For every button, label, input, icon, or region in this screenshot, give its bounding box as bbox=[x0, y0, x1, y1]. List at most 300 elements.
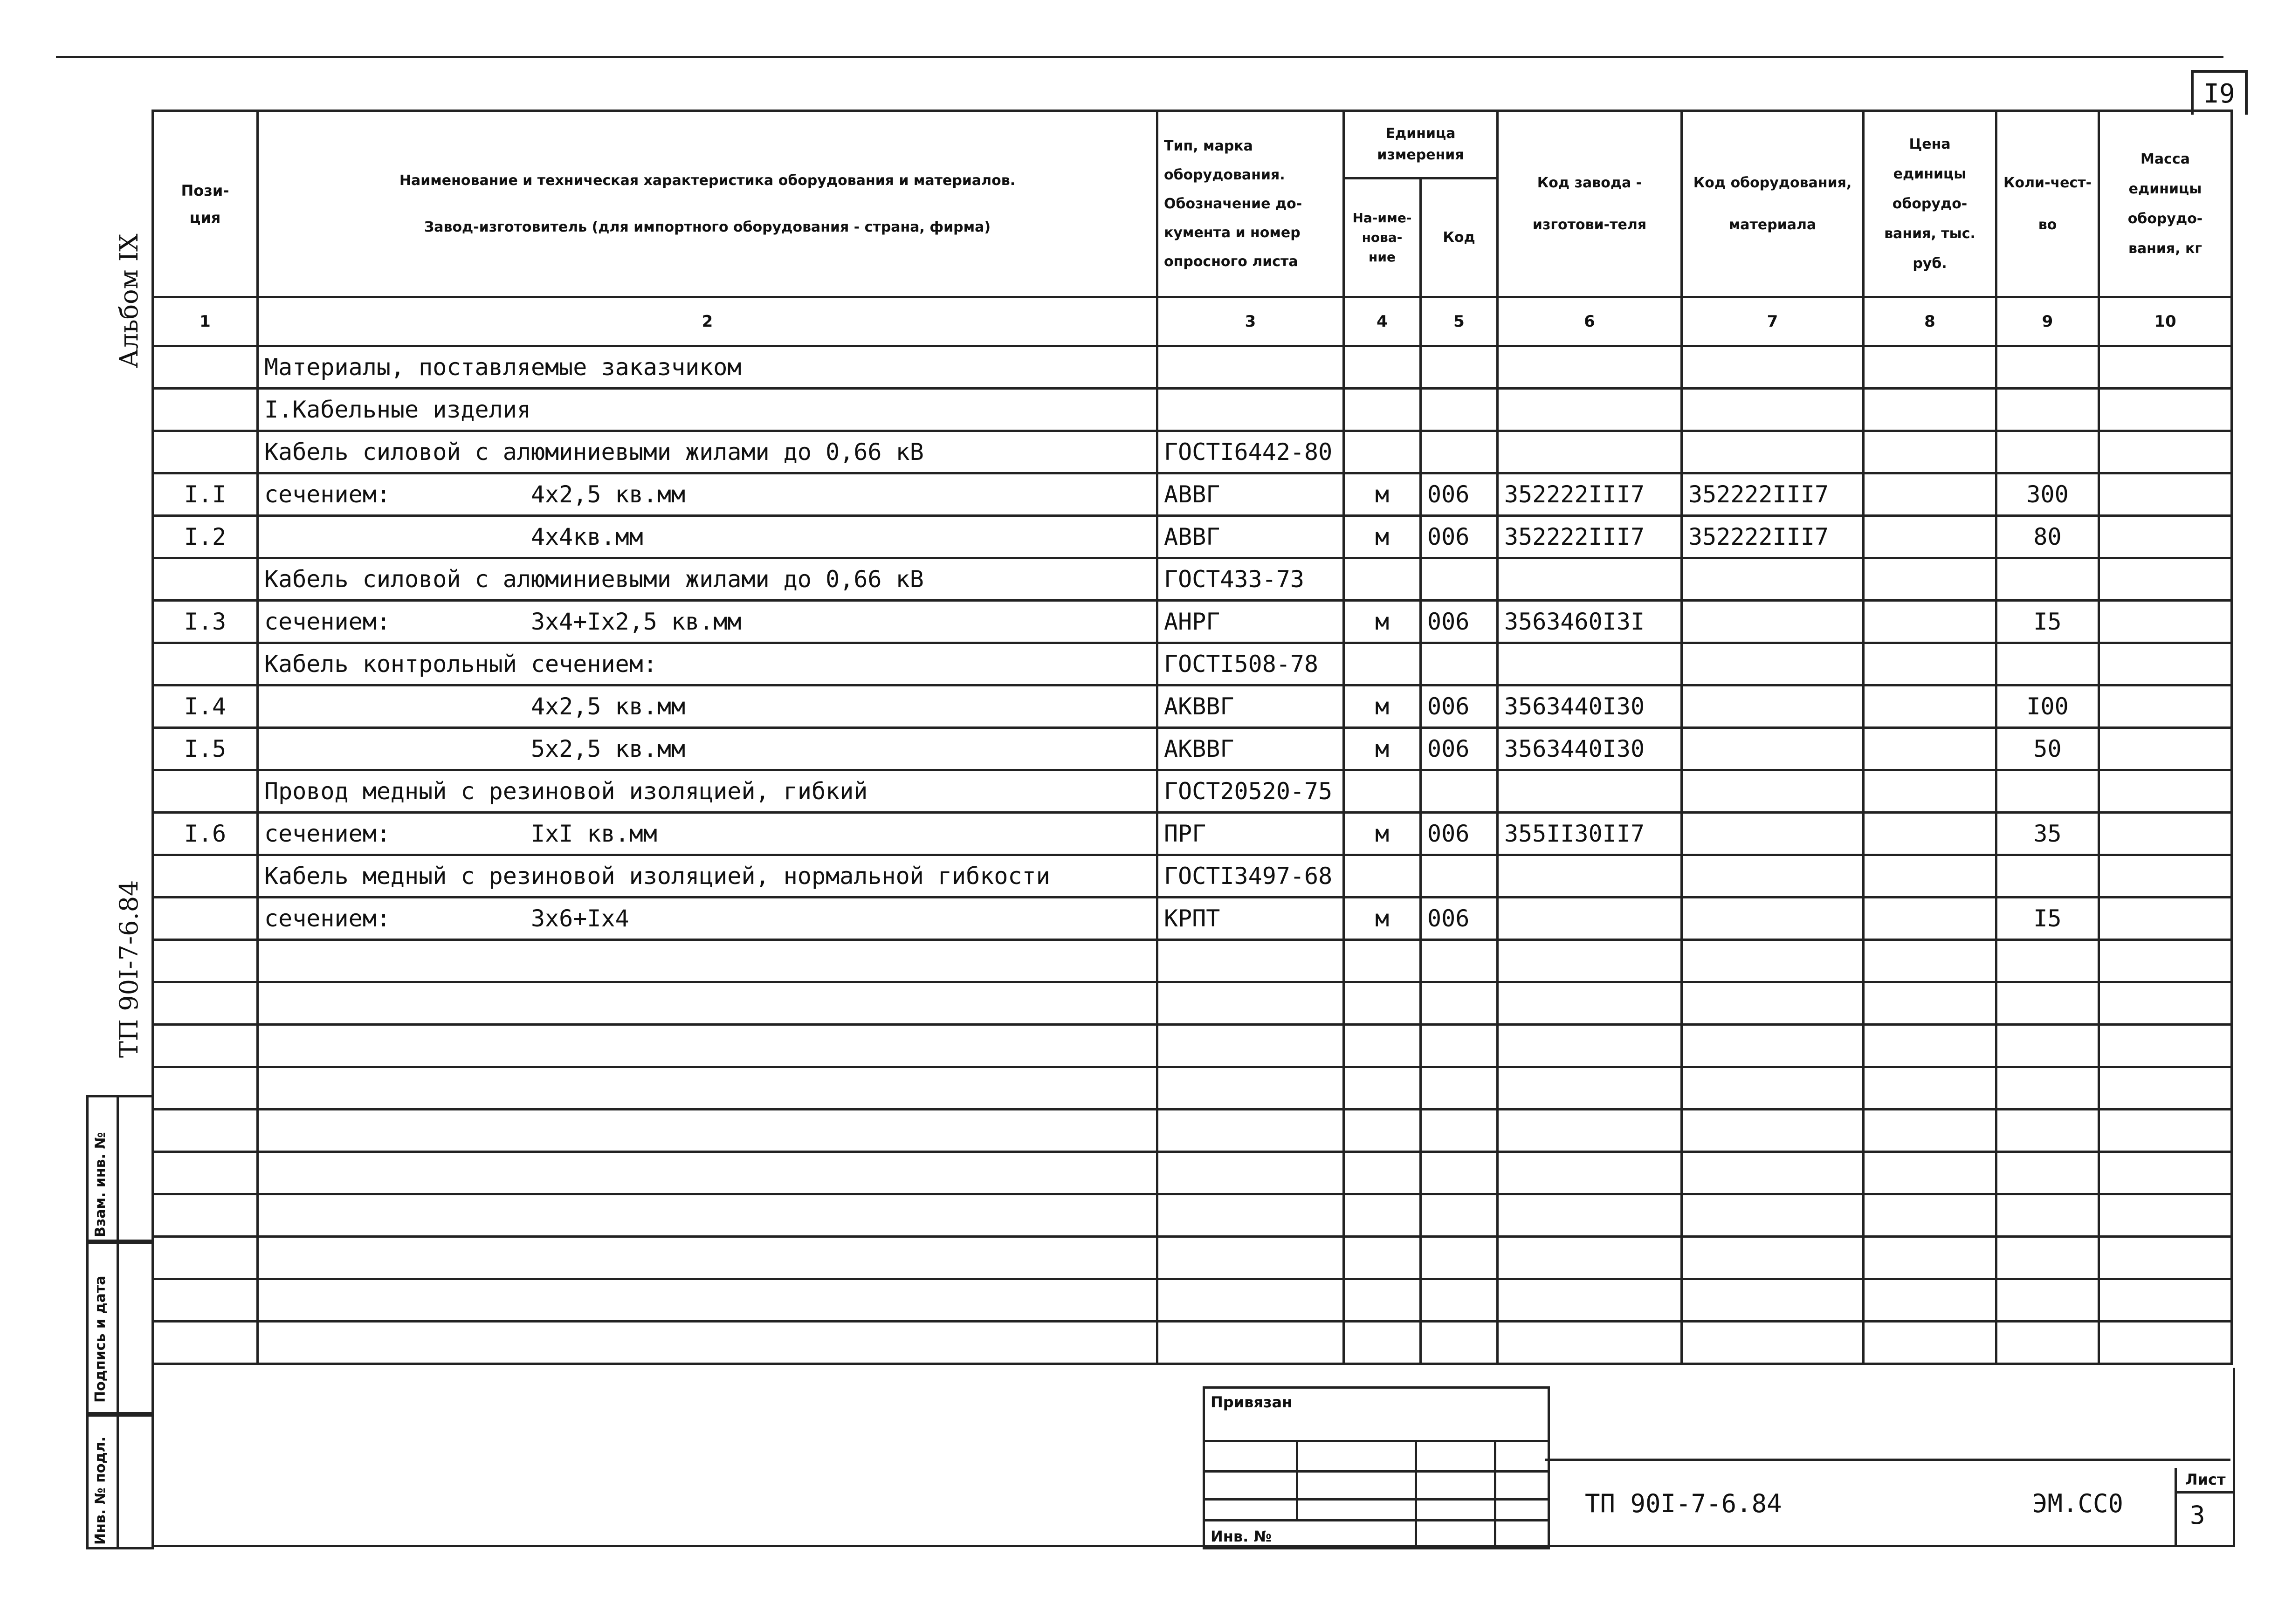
cell-equip bbox=[1682, 1322, 1864, 1364]
cell-code: 006 bbox=[1421, 473, 1498, 516]
cell-code: 006 bbox=[1421, 728, 1498, 770]
cell-name bbox=[258, 1237, 1157, 1279]
cell-mass bbox=[2099, 1067, 2232, 1110]
cell-type bbox=[1157, 346, 1344, 389]
cell-type: АКВВГ bbox=[1157, 728, 1344, 770]
cell-unit bbox=[1344, 770, 1421, 813]
cell-pos bbox=[153, 1110, 258, 1152]
cell-price bbox=[1864, 1194, 1996, 1237]
cell-equip bbox=[1682, 685, 1864, 728]
cell-mass bbox=[2099, 728, 2232, 770]
header-text: Тип, марка оборудования. Обозначение до-кумента и номер опросного листа bbox=[1164, 137, 1302, 270]
top-border-line bbox=[56, 56, 2223, 58]
cell-name bbox=[258, 982, 1157, 1025]
table-row bbox=[153, 1110, 2232, 1152]
cell-price bbox=[1864, 643, 1996, 685]
sheet-cell bbox=[2175, 1468, 2233, 1545]
cell-qty: 300 bbox=[1996, 473, 2099, 516]
cell-code: 006 bbox=[1421, 813, 1498, 855]
cell-factory bbox=[1498, 1152, 1682, 1194]
cell-type bbox=[1157, 1067, 1344, 1110]
cell-equip: 352222III7 bbox=[1682, 516, 1864, 558]
table-row bbox=[153, 813, 2232, 855]
side-box-label: Взам. инв. № bbox=[92, 1132, 109, 1237]
cell-pos bbox=[153, 1279, 258, 1322]
side-box-replace-inv bbox=[86, 1095, 154, 1244]
column-number: 9 bbox=[1996, 297, 2099, 346]
cell-mass bbox=[2099, 1237, 2232, 1279]
cell-equip bbox=[1682, 1279, 1864, 1322]
header-unit-code bbox=[1421, 178, 1498, 297]
cell-equip bbox=[1682, 940, 1864, 982]
cell-code bbox=[1421, 1279, 1498, 1322]
cell-factory bbox=[1498, 431, 1682, 473]
table-row bbox=[153, 389, 2232, 431]
cell-equip bbox=[1682, 558, 1864, 601]
cell-code bbox=[1421, 431, 1498, 473]
cell-price bbox=[1864, 431, 1996, 473]
cell-unit bbox=[1344, 940, 1421, 982]
table-row bbox=[153, 1322, 2232, 1364]
cell-name: I.Кабельные изделия bbox=[258, 389, 1157, 431]
cell-unit bbox=[1344, 643, 1421, 685]
table-row bbox=[153, 346, 2232, 389]
cell-equip bbox=[1682, 1067, 1864, 1110]
cell-price bbox=[1864, 728, 1996, 770]
table-row bbox=[153, 558, 2232, 601]
cell-qty bbox=[1996, 1237, 2099, 1279]
cell-factory: 352222III7 bbox=[1498, 473, 1682, 516]
cell-qty bbox=[1996, 770, 2099, 813]
header-text: Единица измерения bbox=[1377, 125, 1464, 163]
stamp-line bbox=[1296, 1440, 1298, 1519]
cell-unit: м bbox=[1344, 728, 1421, 770]
sheet-cell-line bbox=[2177, 1491, 2233, 1494]
bottom-frame bbox=[151, 1368, 2235, 1547]
cell-mass bbox=[2099, 346, 2232, 389]
cell-qty: 80 bbox=[1996, 516, 2099, 558]
cell-price bbox=[1864, 558, 1996, 601]
cell-unit bbox=[1344, 855, 1421, 898]
cell-equip bbox=[1682, 431, 1864, 473]
cell-type: АВВГ bbox=[1157, 516, 1344, 558]
table-row bbox=[153, 473, 2232, 516]
cell-equip bbox=[1682, 389, 1864, 431]
cell-type: ГОСТI6442-80 bbox=[1157, 431, 1344, 473]
attached-label: Привязан bbox=[1211, 1393, 1293, 1411]
cell-code: 006 bbox=[1421, 898, 1498, 940]
cell-price bbox=[1864, 1110, 1996, 1152]
cell-pos bbox=[153, 770, 258, 813]
column-numbers-row bbox=[153, 297, 2232, 346]
cell-unit bbox=[1344, 346, 1421, 389]
cell-unit bbox=[1344, 1279, 1421, 1322]
cell-unit bbox=[1344, 1194, 1421, 1237]
side-box-label: Инв. № подл. bbox=[92, 1436, 109, 1545]
cell-factory bbox=[1498, 940, 1682, 982]
cell-mass bbox=[2099, 685, 2232, 728]
cell-mass bbox=[2099, 1194, 2232, 1237]
sheet-label: Лист bbox=[2185, 1471, 2226, 1488]
cell-qty bbox=[1996, 643, 2099, 685]
cell-name bbox=[258, 1322, 1157, 1364]
cell-factory bbox=[1498, 346, 1682, 389]
cell-qty bbox=[1996, 1322, 2099, 1364]
side-box-signature-date bbox=[86, 1240, 154, 1417]
cell-pos: I.2 bbox=[153, 516, 258, 558]
table-row bbox=[153, 601, 2232, 643]
cell-price bbox=[1864, 1237, 1996, 1279]
cell-code bbox=[1421, 1237, 1498, 1279]
cell-factory bbox=[1498, 898, 1682, 940]
cell-factory: 3563440I30 bbox=[1498, 728, 1682, 770]
header-unit-group bbox=[1344, 111, 1498, 178]
cell-factory bbox=[1498, 982, 1682, 1025]
header-text: Код оборудования, материала bbox=[1693, 174, 1852, 233]
cell-mass bbox=[2099, 1152, 2232, 1194]
cell-price bbox=[1864, 855, 1996, 898]
cell-qty bbox=[1996, 1194, 2099, 1237]
cell-code bbox=[1421, 1025, 1498, 1067]
cell-price bbox=[1864, 1025, 1996, 1067]
side-document-code: ТП 90I-7-6.84 bbox=[114, 880, 144, 1058]
cell-factory: 355II30II7 bbox=[1498, 813, 1682, 855]
cell-name: сечением: 3х4+Iх2,5 кв.мм bbox=[258, 601, 1157, 643]
cell-mass bbox=[2099, 1025, 2232, 1067]
table-row bbox=[153, 940, 2232, 982]
side-box-label: Подпись и дата bbox=[92, 1275, 109, 1403]
cell-unit bbox=[1344, 1237, 1421, 1279]
cell-qty: 50 bbox=[1996, 728, 2099, 770]
specification-table bbox=[151, 110, 2233, 1365]
cell-name: 4х2,5 кв.мм bbox=[258, 685, 1157, 728]
cell-pos bbox=[153, 1322, 258, 1364]
cell-equip bbox=[1682, 728, 1864, 770]
document-suffix: ЭМ.СС0 bbox=[2032, 1489, 2124, 1518]
cell-pos bbox=[153, 1194, 258, 1237]
cell-factory bbox=[1498, 1279, 1682, 1322]
column-number: 4 bbox=[1344, 297, 1421, 346]
header-factory-code bbox=[1498, 111, 1682, 297]
cell-code bbox=[1421, 1110, 1498, 1152]
cell-type: АНРГ bbox=[1157, 601, 1344, 643]
cell-unit bbox=[1344, 982, 1421, 1025]
cell-code bbox=[1421, 940, 1498, 982]
stamp-line bbox=[1415, 1440, 1417, 1547]
cell-unit bbox=[1344, 1025, 1421, 1067]
table-row bbox=[153, 1152, 2232, 1194]
cell-code bbox=[1421, 558, 1498, 601]
table-row bbox=[153, 1067, 2232, 1110]
cell-mass bbox=[2099, 898, 2232, 940]
cell-factory bbox=[1498, 389, 1682, 431]
table-row bbox=[153, 982, 2232, 1025]
cell-pos bbox=[153, 431, 258, 473]
cell-factory bbox=[1498, 1194, 1682, 1237]
cell-qty bbox=[1996, 1025, 2099, 1067]
table-row bbox=[153, 1237, 2232, 1279]
cell-pos: I.4 bbox=[153, 685, 258, 728]
cell-mass bbox=[2099, 389, 2232, 431]
cell-pos bbox=[153, 1237, 258, 1279]
cell-name: Кабель контрольный сечением: bbox=[258, 643, 1157, 685]
table-row bbox=[153, 1194, 2232, 1237]
header-text: Масса единицы оборудо-вания, кг bbox=[2127, 151, 2203, 257]
cell-type bbox=[1157, 1279, 1344, 1322]
cell-price bbox=[1864, 601, 1996, 643]
cell-type bbox=[1157, 389, 1344, 431]
cell-mass bbox=[2099, 1322, 2232, 1364]
header-text: Наименование и техническая характеристика оборудования и материалов. Завод-изготовитель (для импортного оборудования - страна, фирма) bbox=[399, 172, 1016, 235]
cell-pos bbox=[153, 346, 258, 389]
cell-pos bbox=[153, 898, 258, 940]
cell-price bbox=[1864, 389, 1996, 431]
cell-pos: I.5 bbox=[153, 728, 258, 770]
cell-name: Провод медный с резиновой изоляцией, гибкий bbox=[258, 770, 1157, 813]
cell-name bbox=[258, 1110, 1157, 1152]
table-row bbox=[153, 643, 2232, 685]
cell-type bbox=[1157, 940, 1344, 982]
cell-price bbox=[1864, 685, 1996, 728]
cell-pos bbox=[153, 389, 258, 431]
cell-price bbox=[1864, 346, 1996, 389]
cell-qty bbox=[1996, 940, 2099, 982]
cell-type: АКВВГ bbox=[1157, 685, 1344, 728]
header-equipment-code bbox=[1682, 111, 1864, 297]
cell-pos: I.6 bbox=[153, 813, 258, 855]
cell-mass bbox=[2099, 431, 2232, 473]
cell-qty bbox=[1996, 855, 2099, 898]
cell-unit bbox=[1344, 558, 1421, 601]
cell-equip bbox=[1682, 982, 1864, 1025]
cell-name: Кабель медный с резиновой изоляцией, нормальной гибкости bbox=[258, 855, 1157, 898]
cell-factory: 3563440I30 bbox=[1498, 685, 1682, 728]
table-row bbox=[153, 685, 2232, 728]
cell-unit: м bbox=[1344, 685, 1421, 728]
header-type bbox=[1157, 111, 1344, 297]
cell-equip bbox=[1682, 601, 1864, 643]
cell-code: 006 bbox=[1421, 601, 1498, 643]
cell-price bbox=[1864, 1322, 1996, 1364]
cell-type: ГОСТ433-73 bbox=[1157, 558, 1344, 601]
cell-factory bbox=[1498, 770, 1682, 813]
column-number: 6 bbox=[1498, 297, 1682, 346]
cell-unit bbox=[1344, 1152, 1421, 1194]
cell-factory bbox=[1498, 1025, 1682, 1067]
cell-type bbox=[1157, 1194, 1344, 1237]
cell-price bbox=[1864, 1279, 1996, 1322]
table-row bbox=[153, 516, 2232, 558]
column-number: 5 bbox=[1421, 297, 1498, 346]
cell-name: сечением: 4х2,5 кв.мм bbox=[258, 473, 1157, 516]
cell-name bbox=[258, 1152, 1157, 1194]
cell-code bbox=[1421, 643, 1498, 685]
cell-factory: 3563460I3I bbox=[1498, 601, 1682, 643]
cell-equip bbox=[1682, 1152, 1864, 1194]
cell-unit: м bbox=[1344, 813, 1421, 855]
cell-qty: I5 bbox=[1996, 601, 2099, 643]
cell-mass bbox=[2099, 516, 2232, 558]
cell-price bbox=[1864, 898, 1996, 940]
cell-equip bbox=[1682, 1194, 1864, 1237]
cell-name: сечением: IхI кв.мм bbox=[258, 813, 1157, 855]
title-block-line bbox=[1545, 1459, 2230, 1461]
cell-equip bbox=[1682, 770, 1864, 813]
cell-unit: м bbox=[1344, 601, 1421, 643]
cell-equip bbox=[1682, 898, 1864, 940]
side-box-original-inv bbox=[86, 1412, 154, 1549]
cell-type bbox=[1157, 1237, 1344, 1279]
cell-factory bbox=[1498, 1237, 1682, 1279]
cell-pos bbox=[153, 643, 258, 685]
cell-code bbox=[1421, 1152, 1498, 1194]
cell-mass bbox=[2099, 813, 2232, 855]
cell-mass bbox=[2099, 940, 2232, 982]
cell-type: КРПТ bbox=[1157, 898, 1344, 940]
cell-pos: I.I bbox=[153, 473, 258, 516]
cell-pos bbox=[153, 940, 258, 982]
cell-price bbox=[1864, 813, 1996, 855]
cell-type bbox=[1157, 1322, 1344, 1364]
cell-qty bbox=[1996, 389, 2099, 431]
column-number: 8 bbox=[1864, 297, 1996, 346]
cell-code bbox=[1421, 855, 1498, 898]
cell-qty bbox=[1996, 1279, 2099, 1322]
header-text: Цена единицы оборудо-вания, тыс. руб. bbox=[1884, 136, 1975, 272]
cell-code bbox=[1421, 1194, 1498, 1237]
cell-type bbox=[1157, 982, 1344, 1025]
column-number: 2 bbox=[258, 297, 1157, 346]
cell-unit bbox=[1344, 431, 1421, 473]
cell-type bbox=[1157, 1152, 1344, 1194]
cell-name bbox=[258, 1194, 1157, 1237]
cell-code bbox=[1421, 770, 1498, 813]
cell-factory: 352222III7 bbox=[1498, 516, 1682, 558]
cell-name: Кабель силовой с алюминиевыми жилами до 0,66 кВ bbox=[258, 431, 1157, 473]
stamp-line bbox=[1494, 1440, 1496, 1547]
cell-name: 5х2,5 кв.мм bbox=[258, 728, 1157, 770]
cell-unit bbox=[1344, 1322, 1421, 1364]
table-row bbox=[153, 728, 2232, 770]
cell-type bbox=[1157, 1110, 1344, 1152]
cell-name: сечением: 3х6+Iх4 bbox=[258, 898, 1157, 940]
cell-factory bbox=[1498, 1067, 1682, 1110]
table-row bbox=[153, 1025, 2232, 1067]
inv-label: Инв. № bbox=[1211, 1528, 1272, 1545]
header-text: Коли-чест-во bbox=[2003, 174, 2092, 233]
attachment-stamp bbox=[1203, 1386, 1550, 1549]
cell-mass bbox=[2099, 1110, 2232, 1152]
table-row bbox=[153, 855, 2232, 898]
cell-mass bbox=[2099, 643, 2232, 685]
cell-mass bbox=[2099, 855, 2232, 898]
cell-pos bbox=[153, 982, 258, 1025]
cell-equip bbox=[1682, 1025, 1864, 1067]
table-row bbox=[153, 431, 2232, 473]
cell-equip bbox=[1682, 813, 1864, 855]
cell-price bbox=[1864, 770, 1996, 813]
cell-pos: I.3 bbox=[153, 601, 258, 643]
header-position bbox=[153, 111, 258, 297]
cell-qty: I5 bbox=[1996, 898, 2099, 940]
cell-equip: 352222III7 bbox=[1682, 473, 1864, 516]
cell-price bbox=[1864, 1152, 1996, 1194]
column-number: 10 bbox=[2099, 297, 2232, 346]
cell-name: Материалы, поставляемые заказчиком bbox=[258, 346, 1157, 389]
cell-unit: м bbox=[1344, 516, 1421, 558]
cell-qty: I00 bbox=[1996, 685, 2099, 728]
cell-code bbox=[1421, 982, 1498, 1025]
cell-code bbox=[1421, 389, 1498, 431]
cell-code: 006 bbox=[1421, 685, 1498, 728]
cell-type: ПРГ bbox=[1157, 813, 1344, 855]
cell-code bbox=[1421, 346, 1498, 389]
cell-pos bbox=[153, 1025, 258, 1067]
cell-equip bbox=[1682, 643, 1864, 685]
cell-pos bbox=[153, 855, 258, 898]
cell-name bbox=[258, 1067, 1157, 1110]
cell-mass bbox=[2099, 473, 2232, 516]
document-code: ТП 90I-7-6.84 bbox=[1585, 1489, 1782, 1518]
header-quantity bbox=[1996, 111, 2099, 297]
album-label: Альбом IX bbox=[114, 233, 144, 368]
cell-qty bbox=[1996, 346, 2099, 389]
cell-equip bbox=[1682, 346, 1864, 389]
cell-unit: м bbox=[1344, 473, 1421, 516]
cell-type: ГОСТ20520-75 bbox=[1157, 770, 1344, 813]
column-number: 3 bbox=[1157, 297, 1344, 346]
header-price bbox=[1864, 111, 1996, 297]
cell-factory bbox=[1498, 558, 1682, 601]
cell-mass bbox=[2099, 982, 2232, 1025]
cell-mass bbox=[2099, 770, 2232, 813]
cell-price bbox=[1864, 940, 1996, 982]
cell-name: 4х4кв.мм bbox=[258, 516, 1157, 558]
cell-qty bbox=[1996, 431, 2099, 473]
cell-equip bbox=[1682, 1110, 1864, 1152]
page-number: I9 bbox=[2191, 70, 2248, 115]
cell-price bbox=[1864, 473, 1996, 516]
cell-pos bbox=[153, 1152, 258, 1194]
header-text: Код завода - изготови-теля bbox=[1532, 174, 1647, 233]
cell-code bbox=[1421, 1067, 1498, 1110]
cell-name bbox=[258, 1279, 1157, 1322]
header-text: Код bbox=[1443, 229, 1475, 246]
cell-qty bbox=[1996, 1067, 2099, 1110]
header-mass bbox=[2099, 111, 2232, 297]
cell-type: АВВГ bbox=[1157, 473, 1344, 516]
cell-equip bbox=[1682, 855, 1864, 898]
cell-unit: м bbox=[1344, 898, 1421, 940]
cell-qty bbox=[1996, 982, 2099, 1025]
cell-factory bbox=[1498, 643, 1682, 685]
column-number: 1 bbox=[153, 297, 258, 346]
header-unit-name bbox=[1344, 178, 1421, 297]
cell-name bbox=[258, 940, 1157, 982]
cell-unit bbox=[1344, 1110, 1421, 1152]
cell-unit bbox=[1344, 1067, 1421, 1110]
cell-code bbox=[1421, 1322, 1498, 1364]
cell-type: ГОСТI508-78 bbox=[1157, 643, 1344, 685]
cell-qty: 35 bbox=[1996, 813, 2099, 855]
table-row bbox=[153, 1279, 2232, 1322]
cell-factory bbox=[1498, 855, 1682, 898]
cell-equip bbox=[1682, 1237, 1864, 1279]
column-number: 7 bbox=[1682, 297, 1864, 346]
cell-mass bbox=[2099, 601, 2232, 643]
cell-pos bbox=[153, 1067, 258, 1110]
cell-qty bbox=[1996, 558, 2099, 601]
